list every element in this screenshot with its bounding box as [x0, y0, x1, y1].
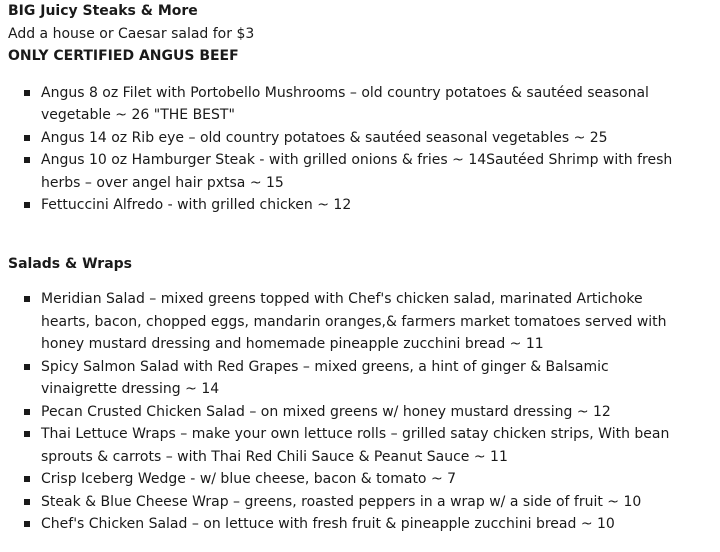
bullet-icon — [24, 296, 30, 302]
menu-item-text: Thai Lettuce Wraps – make your own lettuce rolls – grilled satay chicken strips, With bean sprouts & carrots – with Thai Red Chili Sauce & Peanut Sauce ~ 11 — [41, 426, 670, 465]
bullet-icon — [24, 202, 30, 208]
menu-item-text: Angus 8 oz Filet with Portobello Mushrooms – old country potatoes & sautéed seasonal vegetable ~ 26 "THE BEST" — [41, 84, 649, 123]
bullet-icon — [24, 364, 30, 370]
menu-item-text: Steak & Blue Cheese Wrap – greens, roasted peppers in a wrap w/ a side of fruit ~ 10 — [41, 493, 642, 510]
steaks-list — [8, 82, 710, 217]
menu-item-text: Angus 14 oz Rib eye – old country potatoes & sautéed seasonal vegetables ~ 25 — [41, 129, 608, 146]
bullet-icon — [24, 431, 30, 437]
salads-heading: Salads & Wraps — [8, 255, 132, 272]
menu-item-text: Chef's Chicken Salad – on lettuce with fresh fruit & pineapple zucchini bread ~ 10 — [41, 516, 615, 532]
list-item — [8, 194, 681, 217]
menu-item-text: Crisp Iceberg Wedge - w/ blue cheese, bacon & tomato ~ 7 — [41, 471, 457, 487]
bullet-icon — [24, 521, 30, 527]
menu-item-text: Meridian Salad – mixed greens topped with Chef's chicken salad, marinated Artichoke hearts, bacon, chopped eggs, mandarin oranges,& farmers market tomatoes served with honey mustard dressing and homemade pineapple zucchini bread ~ 11 — [41, 291, 667, 352]
bullet-icon — [24, 135, 30, 141]
bullet-icon — [24, 409, 30, 415]
list-item — [8, 356, 681, 401]
angus-subheading: ONLY CERTIFIED ANGUS BEEF — [8, 48, 239, 64]
bullet-icon — [24, 157, 30, 163]
bullet-icon — [24, 90, 30, 96]
menu-item-text: Fettuccini Alfredo - with grilled chicken ~ 12 — [41, 197, 352, 213]
bullet-icon — [24, 499, 30, 505]
list-item — [8, 491, 681, 514]
steaks-heading: BIG Juicy Steaks & More — [8, 3, 198, 19]
list-item — [8, 423, 681, 468]
list-item — [8, 149, 681, 194]
salads-list — [8, 288, 710, 536]
menu-item-text: Pecan Crusted Chicken Salad – on mixed greens w/ honey mustard dressing ~ 12 — [41, 403, 611, 420]
menu-item-text: Spicy Salmon Salad with Red Grapes – mixed greens, a hint of ginger & Balsamic vinaigrette dressing ~ 14 — [41, 358, 609, 397]
list-item — [8, 468, 681, 491]
salad-addon-note: Add a house or Caesar salad for $3 — [8, 25, 255, 42]
bullet-icon — [24, 476, 30, 482]
list-item — [8, 513, 681, 536]
list-item — [8, 288, 681, 356]
list-item — [8, 127, 681, 150]
list-item — [8, 401, 681, 424]
list-item — [8, 82, 681, 127]
menu-item-text: Angus 10 oz Hamburger Steak - with grilled onions & fries ~ 14Sautéed Shrimp with fresh herbs – over angel hair pxtsa ~ 15 — [41, 152, 673, 191]
